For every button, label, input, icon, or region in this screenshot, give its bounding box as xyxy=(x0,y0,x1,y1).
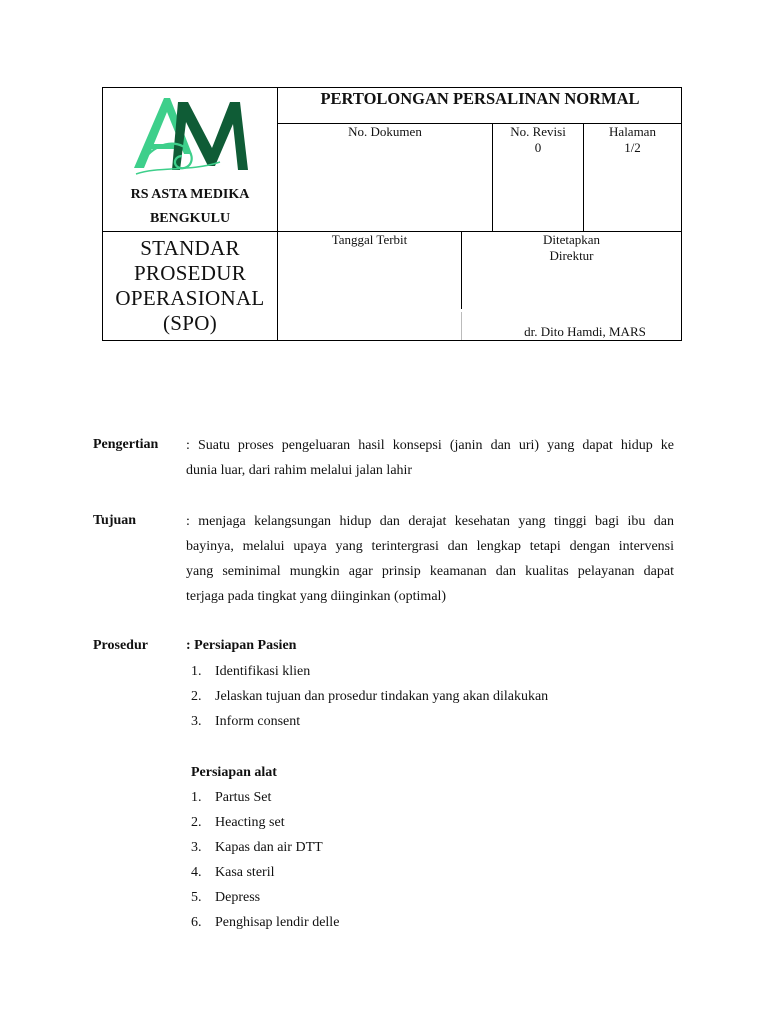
halaman-label: Halaman xyxy=(609,124,656,139)
halaman-value: 1/2 xyxy=(624,140,641,155)
hospital-logo xyxy=(130,92,260,182)
organization-name-line2: BENGKULU xyxy=(149,211,231,226)
pengertian-line: dunia luar, dari rahim melalui jalan lahir xyxy=(186,463,413,478)
table-divider-tanggal-faint xyxy=(461,312,462,340)
list-item: 3. Kapas dan air DTT xyxy=(191,840,323,855)
pengertian-label: Pengertian xyxy=(93,437,159,452)
signer-name: dr. Dito Hamdi, MARS xyxy=(524,324,646,339)
spo-line: OPERASIONAL xyxy=(115,286,265,310)
prosedur-label: Prosedur xyxy=(93,638,148,653)
persiapan-pasien-heading: : Persiapan Pasien xyxy=(186,638,297,653)
am-logo-icon xyxy=(130,92,260,182)
persiapan-alat-list xyxy=(191,785,339,935)
document-title: PERTOLONGAN PERSALINAN NORMAL xyxy=(320,89,640,108)
pengertian-line: : Suatu proses pengeluaran hasil konsepsi (janin dan uri) yang dapat hidup ke xyxy=(186,438,674,453)
persiapan-pasien-list xyxy=(191,659,548,734)
no-revisi-value: 0 xyxy=(534,140,542,155)
tujuan-line: : menjaga kelangsungan hidup dan derajat kesehatan yang tinggi bagi ibu dan xyxy=(186,514,674,529)
organization-name-line1: RS ASTA MEDIKA xyxy=(130,187,250,202)
list-item: 1. Partus Set xyxy=(191,790,272,805)
list-item: 6. Penghisap lendir delle xyxy=(191,915,340,930)
direktur-label: Direktur xyxy=(549,248,594,263)
spo-line: (SPO) xyxy=(162,311,217,335)
spo-line: PROSEDUR xyxy=(133,261,247,285)
list-item: 1. Identifikasi klien xyxy=(191,664,311,679)
list-item: 2. Jelaskan tujuan dan prosedur tindakan yang akan dilakukan xyxy=(191,689,549,704)
list-item: 2. Heacting set xyxy=(191,815,285,830)
spo-line: STANDAR xyxy=(140,236,240,260)
list-item: 3. Inform consent xyxy=(191,714,301,729)
list-item: 5. Depress xyxy=(191,890,261,905)
pengertian-text xyxy=(186,433,674,483)
tujuan-line: yang seminimal mungkin agar prinsip keamanan dan kualitas pelayanan dapat xyxy=(186,564,674,579)
table-border-top xyxy=(102,87,682,88)
tanggal-terbit-label: Tanggal Terbit xyxy=(331,232,408,247)
list-item: 4. Kasa steril xyxy=(191,865,275,880)
tujuan-line: terjaga pada tingkat yang diinginkan (optimal) xyxy=(186,589,447,604)
tujuan-label: Tujuan xyxy=(93,513,137,528)
table-border-right xyxy=(681,87,682,341)
spo-label xyxy=(103,236,277,336)
no-dokumen-label: No. Dokumen xyxy=(348,124,422,139)
tujuan-text xyxy=(186,509,674,609)
no-revisi-label: No. Revisi xyxy=(510,124,566,139)
persiapan-alat-heading: Persiapan alat xyxy=(191,765,277,780)
tujuan-line: bayinya, melalui upaya yang terintergrasi dan lengkap tetapi dengan intervensi xyxy=(186,539,674,554)
ditetapkan-label: Ditetapkan xyxy=(542,232,601,247)
table-border-bottom xyxy=(102,340,682,341)
